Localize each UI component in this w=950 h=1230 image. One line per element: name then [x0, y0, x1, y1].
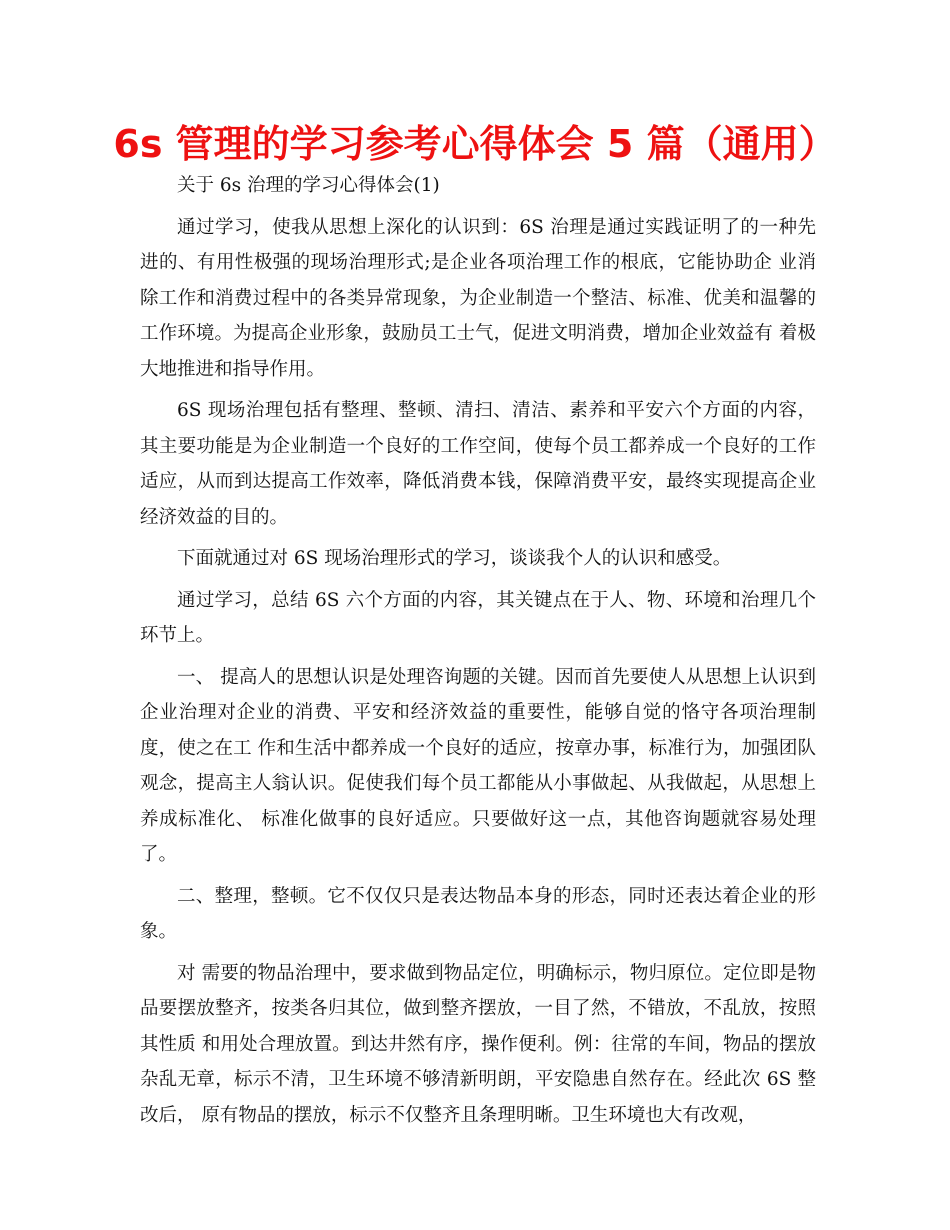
- paragraph-5: 一、 提高人的思想认识是处理咨询题的关键。因而首先要使人从思想上认识到企业治理对企业的消费、平安和经济效益的重要性，能够自觉的恪守各项治理制度，使之在工 作和生活中都养成一个良好的适应，按章办事，标准行为，加强团队观念，提高主人翁认识。促使我们每个员工都能从小事做起、从我做起，从思想上养成标准化、 标准化做事的良好适应。只要做好这一点，其他咨询题就容易处理了。: [140, 666, 816, 865]
- paragraph-7: 对 需要的物品治理中，要求做到物品定位，明确标示，物归原位。定位即是物品要摆放整齐，按类各归其位，做到整齐摆放，一目了然，不错放，不乱放，按照其性质 和用处合理放置。到达井然有序，操作便利。例：往常的车间，物品的摆放杂乱无章，标示不清，卫生环境不够清新明朗，平安隐患自然存在。经此次 6S 整改后， 原有物品的摆放，标示不仅整齐且条理明晰。卫生环境也大有改观，: [140, 962, 816, 1126]
- paragraph-2: 6S 现场治理包括有整理、整顿、清扫、清洁、素养和平安六个方面的内容，其主要功能是为企业制造一个良好的工作空间，使每个员工都养成一个良好的工作适应，从而到达提高工作效率，降低消费本钱，保障消费平安，最终实现提高企业经济效益的目的。: [140, 400, 816, 528]
- paragraph-1: 通过学习，使我从思想上深化的认识到：6S 治理是通过实践证明了的一种先进的、有用性极强的现场治理形式;是企业各项治理工作的根底，它能协助企 业消除工作和消费过程中的各类异常现象，为企业制造一个整洁、标准、优美和温馨的工作环境。为提高企业形象，鼓励员工士气，促进文明消费，增加企业效益有 着极大地推进和指导作用。: [140, 216, 816, 380]
- paragraph-3: 下面就通过对 6S 现场治理形式的学习，谈谈我个人的认识和感受。: [177, 548, 732, 569]
- paragraph-6: 二、整理，整顿。它不仅仅只是表达物品本身的形态，同时还表达着企业的形象。: [140, 885, 816, 942]
- page-title: 6s 管理的学习参考心得体会 5 篇（通用）: [113, 122, 837, 166]
- document-body: [140, 168, 816, 1133]
- paragraph-4: 通过学习，总结 6S 六个方面的内容，其关键点在于人、物、环境和治理几个环节上。: [140, 589, 816, 646]
- section-heading: 关于 6s 治理的学习心得体会(1): [177, 175, 440, 196]
